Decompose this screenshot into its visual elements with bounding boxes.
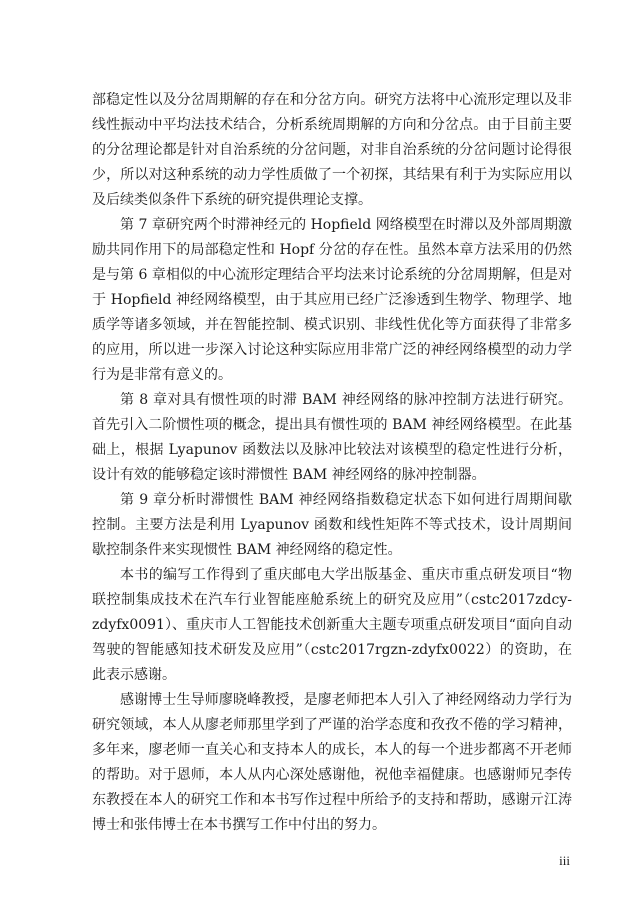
- page-number: iii: [559, 853, 570, 868]
- document-body: [92, 88, 572, 838]
- paragraph-chapter6-summary: 部稳定性以及分岔周期解的存在和分岔方向。研究方法将中心流形定理以及非线性振动中平均法技术结合，分析系统周期解的方向和分岔点。由于目前主要的分岔理论都是针对自治系统的分岔问题，对非自治系统的分岔问题讨论得很少，所以对这种系统的动力学性质做了一个初探，其结果有利于为实际应用以及后续类似条件下系统的研究提供理论支撑。: [92, 92, 572, 208]
- paragraph-funding-acknowledgement: 本书的编写工作得到了重庆邮电大学出版基金、重庆市重点研发项目“物联控制集成技术在汽车行业智能座舱系统上的研究及应用”（cstc2017zdcy-zdyfx0091）、重庆市人工智能技术创新重大主题专项重点研发项目“面向自动驾驶的智能感知技术研发及应用”（cstc2017rgzn-zdyfx0022）的资助，在此表示感谢。: [92, 567, 572, 683]
- paragraph-chapter7-summary: 第 7 章研究两个时滞神经元的 Hopfield 网络模型在时滞以及外部周期激励共同作用下的局部稳定性和 Hopf 分岔的存在性。虽然本章方法采用的仍然是与第 6 章相似的中心流形定理结合平均法来讨论系统的分岔周期解，但是对于 Hopfield 神经网络模型，由于其应用已经广泛渗透到生物学、物理学、地质学等诸多领域，并在智能控制、模式识别、非线性优化等方面获得了非常多的应用，所以进一步深入讨论这种实际应用非常广泛的神经网络模型的动力学行为是非常有意义的。: [92, 217, 572, 383]
- paragraph-chapter9-summary: 第 9 章分析时滞惯性 BAM 神经网络指数稳定状态下如何进行周期间歇控制。主要方法是利用 Lyapunov 函数和线性矩阵不等式技术，设计周期间歇控制条件来实现惯性 BAM 神经网络的稳定性。: [92, 492, 572, 558]
- paragraph-personal-acknowledgement: 感谢博士生导师廖晓峰教授，是廖老师把本人引入了神经网络动力学行为研究领域，本人从廖老师那里学到了严谨的治学态度和孜孜不倦的学习精神，多年来，廖老师一直关心和支持本人的成长，本人的每一个进步都离不开老师的帮助。对于恩师，本人从内心深处感谢他，祝他幸福健康。也感谢师兄李传东教授在本人的研究工作和本书写作过程中所给予的支持和帮助，感谢亓江涛博士和张伟博士在本书撰写工作中付出的努力。: [92, 692, 572, 833]
- paragraph-chapter8-summary: 第 8 章对具有惯性项的时滞 BAM 神经网络的脉冲控制方法进行研究。首先引入二阶惯性项的概念，提出具有惯性项的 BAM 神经网络模型。在此基础上，根据 Lyapunov 函数法以及脉冲比较法对该模型的稳定性进行分析，设计有效的能够稳定该时滞惯性 BAM 神经网络的脉冲控制器。: [92, 392, 572, 483]
